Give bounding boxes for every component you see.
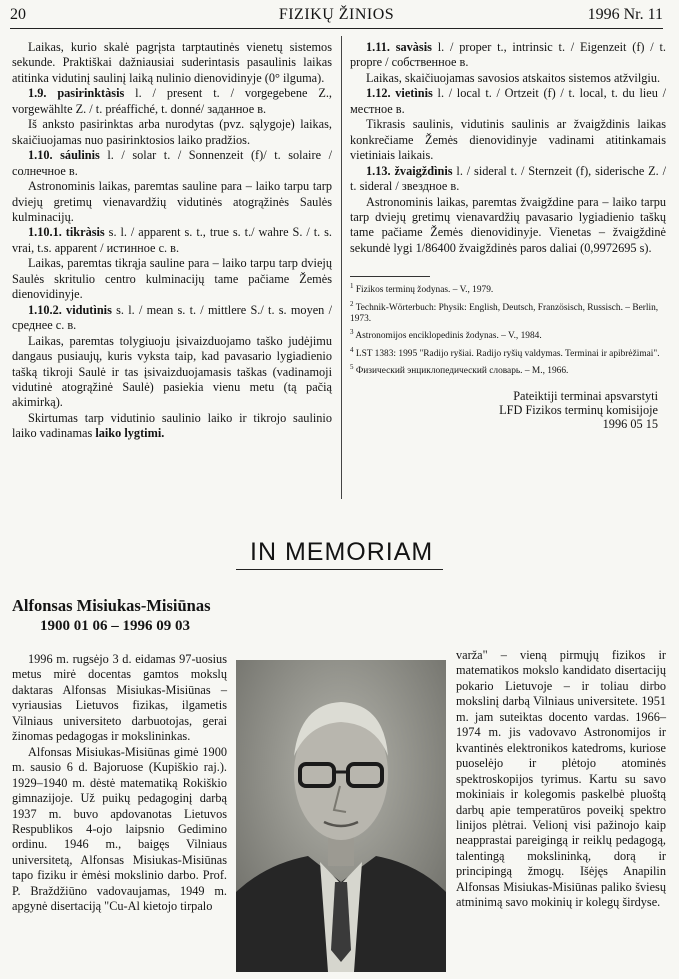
paragraph-utc: Laikas, kurio skalė pagrįsta tarptautinės vienetų sistemos sekunde. Praktiškai dažniausiai suderintasis pasaulinis laikas atitinka vidutinį saulinį laiką nulinio dienovidinyje (0° ilguma). [12, 40, 332, 85]
right-column [350, 40, 666, 431]
definition-1-11: Laikas, skaičiuojamas savosios atskaitos sistemos atžvilgiu. [366, 70, 661, 85]
footnote-text: LST 1383: 1995 "Radijo ryšiai. Radijo ryšių valdymas. Terminai ir apibrėžimai". [355, 348, 660, 359]
page-header [10, 6, 663, 28]
term-translations: l. / local t. / Ortzeit (f) / t. local, t. du lieu / местное в. [350, 86, 667, 116]
term-number: 1.10. sáulinis [28, 148, 100, 163]
issue-label: 1996 Nr. 11 [587, 6, 663, 23]
obituary-dates: 1900 01 06 – 1996 09 03 [40, 618, 190, 634]
term-translations: l. / present t. / vorgegebene Z., vorgewählte Z. / t. préaffiché, t. donné/ заданное в. [12, 86, 332, 116]
obituary-paragraph: varža" – vieną pirmųjų fizikos ir matematikos mokslo kandidato disertacijų pokario Lietuvoje – ir toliau dirbo mokslinį darbą Vilniaus universitete. 1951 m. jam suteiktas docento vardas. 1966–1974 m. jis vadovavo Astronomijos ir kvantinės elektronikos katedroms, kuriose puoselėjo ir plėtojo atominės spektroskopijos tyrimus. Kartu su savo mokiniais ir kolegomis paskelbė pluoštą darbų apie temperatūros poveikį spektro linijos plėtrai. Velionį visi pažinojo kaip neapprastai pareigingą ir reiklų pedagogą, talentingą mokslininką, dorą ir principingą žmogų. Išėjęs Anapilin Alfonsas Misiukas-Misiūnas paliko šviesų atminimą savo mokinių ir kolegų širdyse. [456, 648, 666, 910]
term-number: 1.12. vietìnis [366, 86, 433, 101]
definition-1-9: Iš anksto pasirinktas arba nurodytas (pvz. sąlygoje) laikas, skaičiuojamas nuo pasirinktosios laiko pradžios. [12, 117, 332, 147]
definition-1-10: Astronominis laikas, paremtas sauline para – laiko tarpu tarp dviejų gretimų vienavardžių vidutinės atogrąžinės Saulės kulminacijų. [12, 179, 332, 224]
term-1-10-2 [12, 303, 332, 334]
footnote-number: 2 [350, 299, 354, 308]
footnote-number: 4 [350, 345, 354, 354]
term-translations: l. / sideral t. / Sternzeit (f), siderische Z. / t. sideral / звездное в. [350, 163, 666, 194]
term-number: 1.13. žvaigždìnis [366, 163, 453, 178]
footnote [350, 281, 666, 296]
footnote-number: 1 [350, 282, 354, 291]
term-1-13 [350, 164, 666, 195]
term-number: 1.10.2. vidutìnis [28, 302, 112, 317]
term-translations: s. l. / apparent s. t., true s. t./ wahre S. / t. s. vrai, t.s. apparent / истинное с. в. [12, 225, 333, 255]
definition-1-10-2: Laikas, paremtas tolygiuoju įsivaizduojamo taško judėjimu dangaus pusiaujų, kuris vyksta taip, kad pavasario lygiadienio tašką tikroji Saulė ir tas įsivaizduojamasis taškas (vadinamoji vidutinė atogrąžinė Saulė) pasiekia vienu metu (tą pačią akimirką). [12, 333, 332, 410]
left-column [12, 40, 332, 442]
footnote-text: Technik-Wörterbuch: Physik: English, Deutsch, Französisch, Russisch. – Berlin, 1973. [350, 302, 659, 324]
definition-1-13: Astronominis laikas, paremtas žvaigždine para – laiko tarpu tarp dviejų gretimų vienavardžių pavasario lygiadienio taškų tame pačiame Žemės dienovidinyje. Vienetas – žvaigždinė sekundė lygi 1/86400 žvaigždinės paros daliai (0,9972695 s). [350, 194, 666, 255]
header-rule [10, 28, 663, 29]
equation-of-time-term: laiko lygtimi. [95, 426, 165, 441]
memoriam-heading: IN MEMORIAM [236, 538, 443, 570]
term-1-9 [12, 86, 332, 117]
portrait-illustration [236, 660, 446, 972]
term-translations: s. l. / mean s. t. / mittlere S./ t. s. moyen / среднее с. в. [12, 302, 332, 333]
term-number: 1.9. pasirinktàsis [28, 86, 125, 101]
term-translations: l. / proper t., intrinsic t. / Eigenzeit (f) / t. propre / собственное в. [350, 40, 666, 70]
obituary-paragraph: Alfonsas Misiukas-Misiūnas gimė 1900 m. sausio 6 d. Bajoruose (Kupiškio raj.). 1929–1940 m. dėstė matematiką Rokiškio gimnazijoje. Už puikų pedagoginį darbą 1937 m. buvo apdovanotas Lietuvos Respublikos 4-ojo laipsnio Gedimino ordinu. 1946 m., baigęs Vilniaus universitetą, Alfonsas Misiukas-Misiūnas tapo fiziku ir ėmėsi mokslinio darbo. Prof. P. Braždžiūno vadovaujamas, 1949 m. apgynė disertaciją "Cu-Al kietojo tirpalo [12, 744, 227, 914]
term-1-11 [350, 40, 666, 71]
footnote-number: 3 [350, 328, 354, 337]
committee-signature [350, 389, 666, 431]
footnotes [350, 281, 666, 377]
footnote-text: Astronomijos enciklopedinis žodynas. – V., 1984. [355, 331, 542, 342]
obituary-right-column [456, 648, 666, 911]
signature-line: LFD Fizikos terminų komisijoje [499, 403, 658, 418]
term-1-12 [350, 86, 666, 117]
footnote-text: Fizikos terminų žodynas. – V., 1979. [355, 285, 494, 296]
obituary-name: Alfonsas Misiukas-Misiūnas [12, 596, 211, 615]
equation-of-time-text: Skirtumas tarp vidutinio saulinio laiko ir tikrojo saulinio laiko vadinamas [12, 410, 332, 441]
page-number: 20 [10, 6, 26, 23]
footnote [350, 327, 666, 342]
term-1-10 [12, 148, 332, 179]
term-number: 1.10.1. tikràsis [28, 225, 105, 240]
column-divider [341, 36, 342, 499]
footnote-rule [350, 276, 430, 277]
footnote [350, 345, 666, 360]
term-translations: l. / solar t. / Sonnenzeit (f)/ t. solaire / солнечное в. [12, 148, 332, 178]
signature-date: 1996 05 15 [602, 417, 658, 432]
portrait-photo [236, 660, 446, 972]
journal-title: FIZIKŲ ŽINIOS [278, 6, 395, 23]
footnote [350, 299, 666, 326]
obituary-paragraph: 1996 m. rugsėjo 3 d. eidamas 97-uosius metus mirė docentas gamtos mokslų daktaras Alfonsas Misiukas-Misiūnas – vyriausias Lietuvos fizikas, ilgametis Vilniaus universiteto darbuotojas, gerai žinomas pedagogas ir mokslininkas. [12, 652, 227, 744]
footnote [350, 362, 666, 377]
obituary-left-column [12, 652, 227, 915]
footnote-text: Физический энциклопедический словарь. – М., 1966. [355, 365, 569, 376]
term-number: 1.11. savàsis [366, 40, 432, 54]
definition-1-12: Tikrasis saulinis, vidutinis saulinis ar žvaigždinis laikas konkrečiame Žemės dienovidinyje vadinami atitinkamais vietiniais laikais. [350, 117, 666, 163]
term-1-10-1 [12, 225, 332, 256]
signature-line: Pateiktiji terminai apsvarstyti [513, 389, 658, 404]
footnote-number: 5 [350, 362, 354, 371]
definition-1-10-1: Laikas, paremtas tikrąja sauline para – laiko tarpu tarp dviejų Saulės skritulio centro kulminacijų tame pačiame Žemės dienovidinyje. [12, 256, 332, 302]
paragraph-equation-of-time [12, 411, 332, 442]
